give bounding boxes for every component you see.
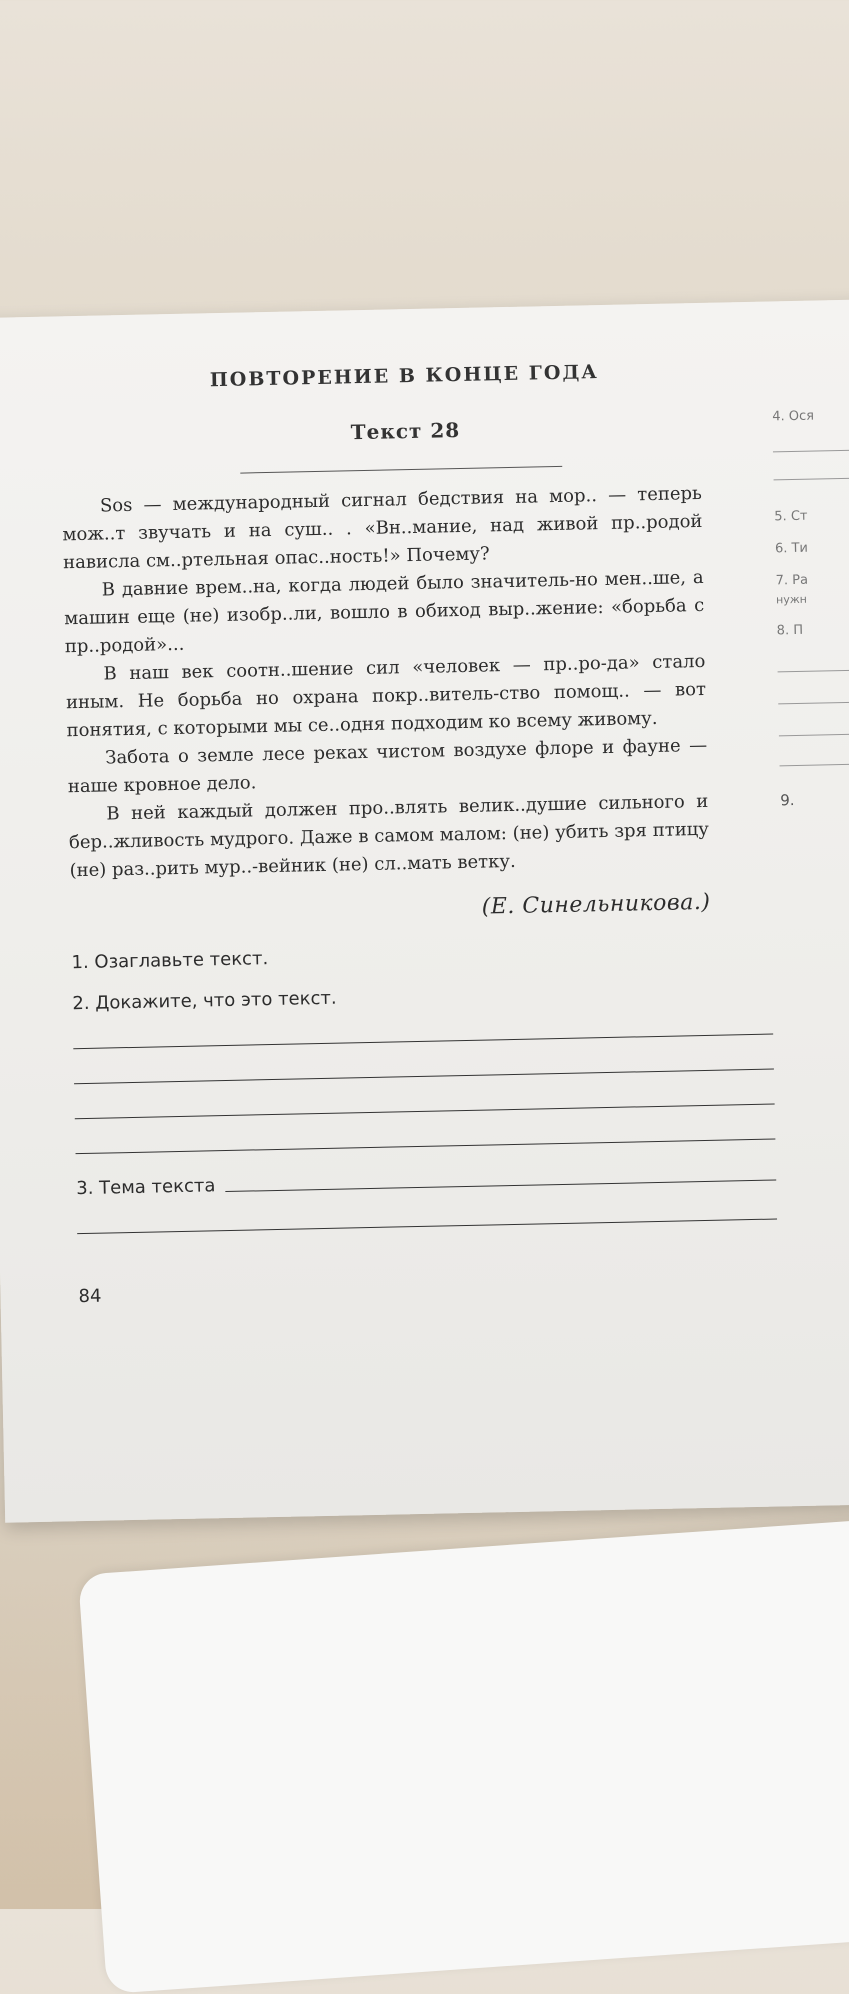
fragment-line	[773, 450, 849, 453]
fragment-line	[778, 670, 849, 673]
passage-paragraph: Забота о земле лесе реках чистом воздухе флоре и фауне — наше кровное дело.	[67, 734, 708, 798]
fragment-item: нужн	[775, 592, 808, 607]
fragment-item: 7. Ра	[775, 572, 809, 589]
adjacent-page-fragment	[771, 349, 849, 810]
answer-line[interactable]	[73, 1034, 773, 1050]
fragment-item: 4. Ося	[772, 408, 815, 425]
fragment-item: 8. П	[776, 622, 804, 639]
passage	[62, 480, 710, 885]
fragment-line	[779, 734, 849, 737]
answer-line[interactable]	[75, 1104, 775, 1120]
question-3-row	[76, 1164, 776, 1200]
section-header: ПОВТОРЕНИЕ В КОНЦЕ ГОДА	[209, 361, 599, 392]
question-1: 1. Озаглавьте текст.	[71, 948, 269, 974]
answer-line[interactable]	[225, 1180, 776, 1193]
fragment-line	[774, 478, 849, 481]
answer-line[interactable]	[74, 1069, 774, 1085]
fragment-line	[778, 702, 849, 705]
questions-block	[71, 938, 777, 1235]
fragment-line	[780, 764, 849, 767]
passage-paragraph: Sos — международный сигнал бедствия на мор.. — теперь мож..т звучать и на суш.. . «Вн..мание, над живой пр..родой нависла см..ртельная опас..ность!» Почему?	[62, 482, 703, 574]
page-number: 84	[78, 1285, 102, 1308]
fragment-item: 5. Ст	[774, 508, 808, 525]
title-underline	[240, 466, 562, 474]
fragment-item: 6. Ти	[774, 540, 809, 557]
author-attribution: (Е. Синельникова.)	[481, 889, 711, 920]
page-content	[59, 357, 798, 1307]
answer-line[interactable]	[76, 1139, 776, 1155]
passage-paragraph: В наш век соотн..шение сил «человек — пр..ро-да» стало иным. Не борьба но охрана покр..витель-ство помощ.. — вот понятия, с которыми мы се..одня подходим ко всему живому.	[65, 650, 707, 742]
fragment-item: 9.	[780, 791, 795, 810]
answer-line[interactable]	[77, 1219, 777, 1235]
passage-paragraph: В ней каждый должен про..влять велик..душие сильного и бер..жливость мудрого. Даже в самом малом: (не) убить зря птицу (не) раз..рить мур..-вейник (не) сл..мать ветку.	[68, 790, 710, 882]
text-title: Текст 28	[350, 417, 461, 445]
white-card	[78, 1515, 849, 1994]
workbook-page	[0, 299, 849, 1523]
question-2: 2. Докажите, что это текст.	[72, 987, 337, 1015]
passage-paragraph: В давние врем..на, когда людей было значитель-но мен..ше, а машин еще (не) изобр..ли, вошло в обиход выр..жение: «борьба с пр..родой»...	[64, 566, 705, 658]
question-3: 3. Тема текста	[76, 1175, 216, 1200]
